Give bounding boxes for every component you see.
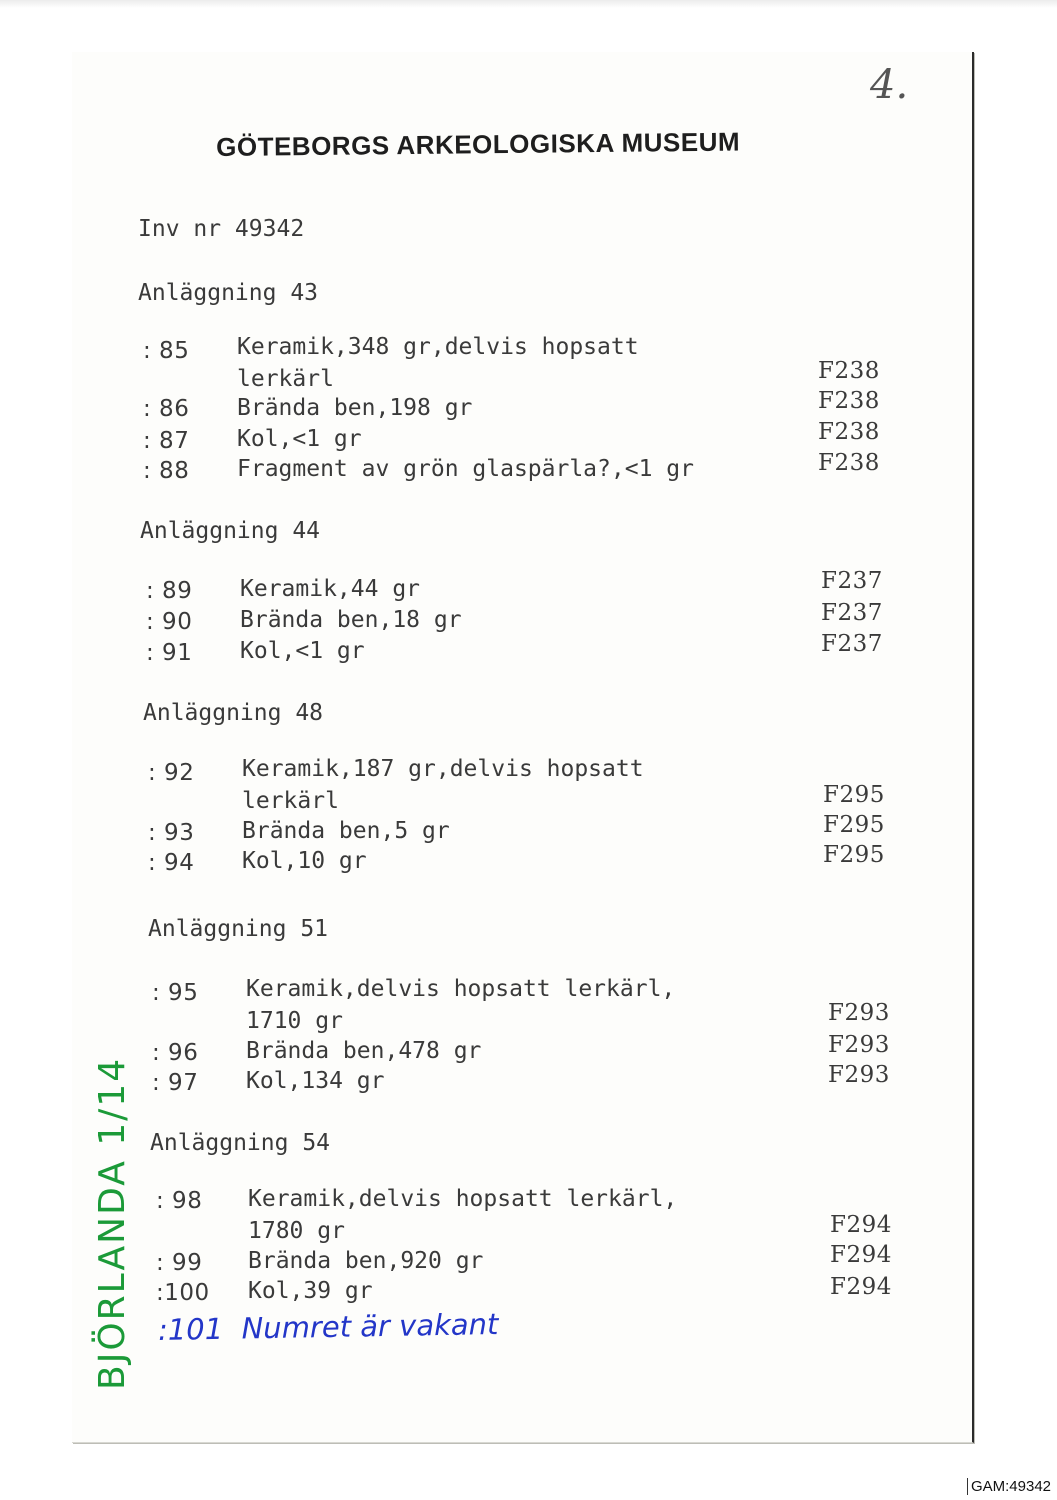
item-number: : 93 [148, 820, 195, 846]
item-number: : 86 [143, 396, 190, 422]
item-description: Kol,10 gr [242, 848, 367, 874]
item-number: : 90 [146, 609, 193, 635]
find-code: F293 [828, 1032, 890, 1058]
find-code: F237 [821, 568, 883, 594]
find-code: F294 [830, 1274, 892, 1300]
item-description: Brända ben,5 gr [242, 818, 450, 844]
find-code: F293 [828, 1000, 890, 1026]
find-code: F237 [821, 631, 883, 657]
page-number-handwritten: 4. [870, 62, 909, 108]
section-heading: Anläggning 51 [148, 916, 329, 942]
item-number: : 92 [148, 760, 195, 786]
item-description-cont: 1780 gr [248, 1218, 345, 1244]
section-heading: Anläggning 44 [140, 518, 321, 544]
find-code: F295 [823, 812, 885, 838]
item-number: : 98 [156, 1188, 203, 1214]
find-code: F295 [823, 842, 885, 868]
item-description: Kol,134 gr [246, 1068, 385, 1094]
inventory-number: Inv nr 49342 [138, 216, 305, 242]
find-code: F294 [830, 1212, 892, 1238]
find-code: F238 [818, 388, 880, 414]
item-number: : 89 [146, 578, 193, 604]
museum-header: GÖTEBORGS ARKEOLOGISKA MUSEUM [216, 126, 741, 162]
item-number: : 99 [156, 1250, 203, 1276]
item-description-cont: 1710 gr [246, 1008, 343, 1034]
item-description: Brända ben,198 gr [237, 395, 473, 421]
margin-site-note: BJÖRLANDA 1/14 [92, 1056, 133, 1390]
item-description: Keramik,187 gr,delvis hopsatt [242, 756, 644, 782]
item-description: Fragment av grön glaspärla?,<1 gr [237, 456, 694, 482]
item-description: Keramik,delvis hopsatt lerkärl, [248, 1186, 678, 1212]
find-code: F294 [830, 1242, 892, 1268]
item-number: : 97 [152, 1070, 199, 1096]
item-description: Brända ben,478 gr [246, 1038, 482, 1064]
find-code: F295 [823, 782, 885, 808]
item-number: : 87 [143, 428, 190, 454]
item-description: Brända ben,920 gr [248, 1248, 484, 1274]
item-description: Brända ben,18 gr [240, 607, 462, 633]
item-description: Keramik,348 gr,delvis hopsatt [237, 334, 639, 360]
section-heading: Anläggning 43 [138, 280, 319, 306]
find-code: F238 [818, 358, 880, 384]
scan-top-edge [0, 0, 1057, 8]
item-description: Keramik,44 gr [240, 576, 421, 602]
item-description: Kol,39 gr [248, 1278, 373, 1304]
section-heading: Anläggning 54 [150, 1130, 331, 1156]
item-number: : 94 [148, 850, 195, 876]
item-number: : 88 [143, 458, 190, 484]
item-number: : 95 [152, 980, 199, 1006]
item-description: Kol,<1 gr [240, 638, 365, 664]
find-code: F238 [818, 419, 880, 445]
item-number: : 91 [146, 640, 193, 666]
archive-reference: GAM:49342 [967, 1478, 1051, 1495]
find-code: F237 [821, 600, 883, 626]
item-description-cont: lerkärl [242, 788, 339, 814]
section-heading: Anläggning 48 [143, 700, 324, 726]
item-number: : 96 [152, 1040, 199, 1066]
handwritten-vacant-note: :101 Numret är vakant [157, 1307, 499, 1347]
find-code: F293 [828, 1062, 890, 1088]
item-number: : 85 [143, 338, 190, 364]
item-description-cont: lerkärl [237, 366, 334, 392]
item-description: Keramik,delvis hopsatt lerkärl, [246, 976, 676, 1002]
item-description: Kol,<1 gr [237, 426, 362, 452]
find-code: F238 [818, 450, 880, 476]
item-number: :100 [156, 1280, 210, 1306]
